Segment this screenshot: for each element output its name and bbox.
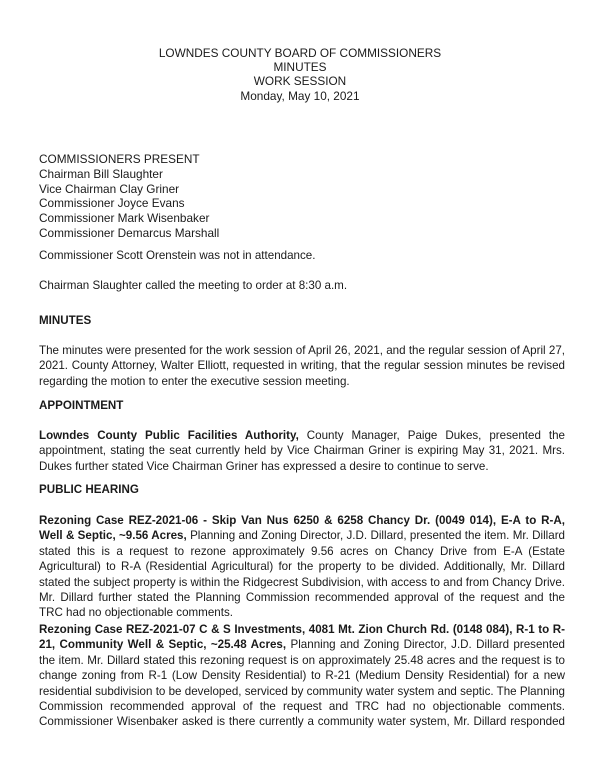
meeting-date: Monday, May 10, 2021: [240, 88, 360, 103]
hearing-item-title: Rezoning Case REZ-2021-07 C & S Investments, 4081 Mt. Zion Church Rd. (0148 084), R-1 to R-21, Community Well & Septic, ~25.48 Acres,: [39, 623, 565, 652]
minutes-heading: MINUTES: [39, 314, 92, 327]
hearing-item-body: Planning and Zoning Director, J.D. Dillard presented the item. Mr. Dillard stated this rezoning request is on approximately 25.48 acres and the request is to change zoning from R-1 (Low Density Residential) to R-21 (Medium Density Residential) for a new residential subdivision to be developed, serviced by community water system and septic. The Planning Commission recommended approval of the request and TRC had no objectionable comments. Commissioner Wisenbaker asked is there currently a community water system, Mr. Dillard responded: [39, 638, 565, 729]
minutes-body: The minutes were presented for the work session of April 26, 2021, and the regular session of April 27, 2021. County Attorney, Walter Elliott, requested in writing, that the regular session minutes be revised regarding the motion to enter the executive session meeting.: [39, 344, 565, 388]
appointment-title: Lowndes County Public Facilities Authority,: [39, 429, 299, 442]
present-member: Commissioner Joyce Evans: [39, 196, 185, 211]
call-to-order: Chairman Slaughter called the meeting to order at 8:30 a.m.: [39, 279, 348, 292]
appointment-body: County Manager, Paige Dukes, presented the appointment, stating the seat currently held by Vice Chairman Griner is expiring May 31, 2021. Mrs. Dukes further stated Vice Chairman Griner has expressed a desire to continue to serve.: [39, 429, 565, 473]
appointment-paragraph: [39, 428, 565, 474]
hearing-item-rez-2021-06: [39, 513, 565, 621]
present-member: Vice Chairman Clay Griner: [39, 181, 180, 196]
attendance-heading: COMMISSIONERS PRESENT: [39, 152, 200, 166]
org-title: LOWNDES COUNTY BOARD OF COMMISSIONERS: [158, 46, 442, 60]
present-member: Commissioner Demarcus Marshall: [39, 225, 220, 240]
session-type: WORK SESSION: [253, 74, 347, 89]
hearing-item-rez-2021-07: [39, 622, 565, 730]
absent-note: Commissioner Scott Orenstein was not in attendance.: [39, 249, 316, 262]
attendance-section: [39, 152, 565, 241]
hearing-item-body: Planning and Zoning Director, J.D. Dillard, presented the item. Mr. Dillard stated this is a request to rezone approximately 9.56 acres on Chancy Drive from E-A (Estate Agricultural) to R-A (Residential Agricultural) for the property to be divided. Additionally, Mr. Dillard stated the subject property is within the Ridgecrest Subdivision, with access to and from Chancy Drive. Mr. Dillard further stated the Planning Commission recommended approval of the request and the TRC had no objectionable comments.: [39, 529, 566, 620]
appointment-heading: APPOINTMENT: [39, 399, 124, 412]
document-header: [0, 46, 600, 103]
hearing-item-title: Rezoning Case REZ-2021-06 - Skip Van Nus 6250 & 6258 Chancy Dr. (0049 014), E-A to R-A, Well & Septic, ~9.56 Acres,: [39, 514, 565, 543]
present-member: Commissioner Mark Wisenbaker: [39, 211, 210, 226]
doc-type: MINUTES: [273, 60, 327, 75]
public-hearing-heading: PUBLIC HEARING: [39, 483, 139, 496]
present-member: Chairman Bill Slaughter: [39, 166, 163, 181]
